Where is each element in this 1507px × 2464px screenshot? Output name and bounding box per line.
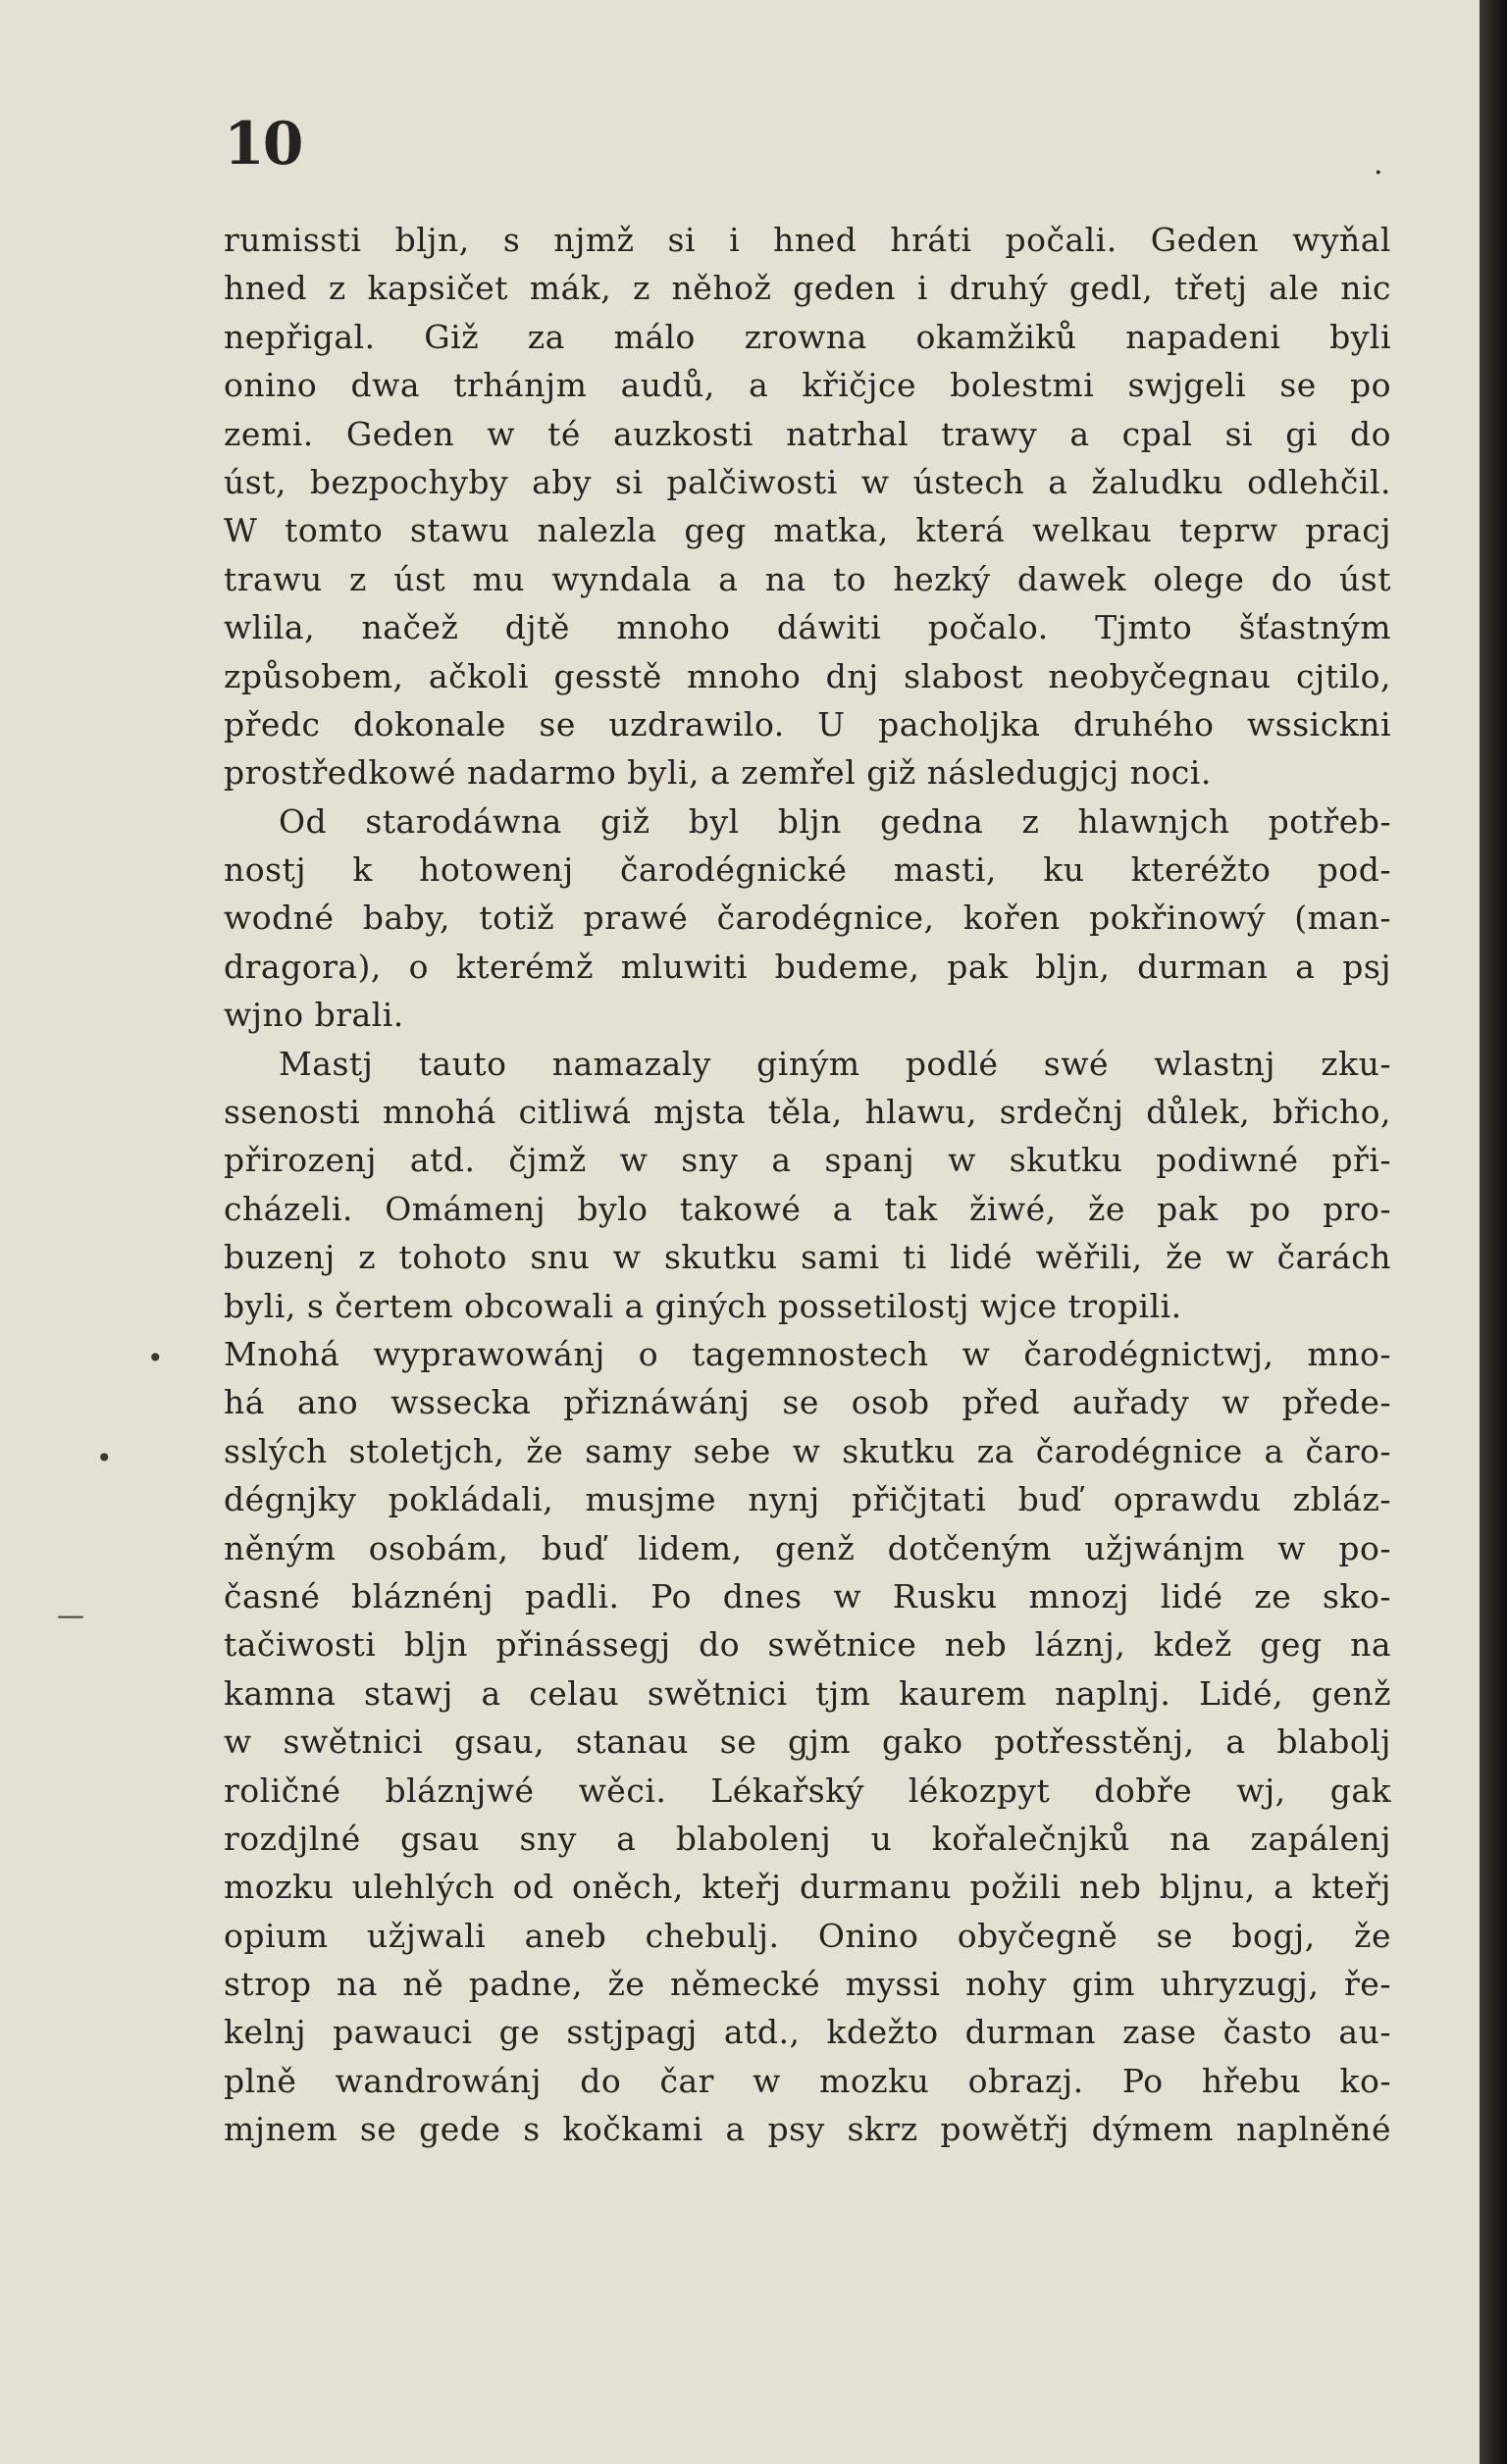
text-line: roličné bláznjwé wěci. Lékařský lékozpyt dobře wj, gak	[224, 1771, 1391, 1810]
text-line: buzenj z tohoto snu w skutku sami ti lidé wěřili, že w čarách	[224, 1238, 1391, 1277]
text-line: něným osobám, buď lidem, genž dotčeným užjwánjm w po-	[224, 1528, 1391, 1567]
text-line: Od starodáwna giž byl bljn gedna z hlawnjch potřeb-	[279, 801, 1391, 841]
text-line: přirozenj atd. čjmž w sny a spanj w skutku podiwné při-	[224, 1141, 1391, 1180]
text-line: há ano wssecka přiznáwánj se osob před auřady w přede-	[224, 1383, 1391, 1422]
text-line: plně wandrowánj do čar w mozku obrazj. Po hřebu ko-	[224, 2061, 1391, 2100]
text-line: w swětnici gsau, stanau se gjm gako potřesstěnj, a blabolj	[224, 1722, 1391, 1762]
text-line: ssenosti mnohá citliwá mjsta těla, hlawu, srdečnj důlek, břicho,	[224, 1093, 1391, 1132]
page-edge-shadow	[1480, 0, 1507, 2464]
text-line: wlila, načež djtě mnoho dáwiti počalo. Tjmto šťastným	[224, 608, 1391, 647]
text-line: wjno brali.	[224, 996, 404, 1035]
text-line: zemi. Geden w té auzkosti natrhal trawy a cpal si gi do	[224, 414, 1391, 453]
text-line: Mnohá wyprawowánj o tagemnostech w čarodégnictwj, mno-	[224, 1334, 1391, 1373]
text-line: nostj k hotowenj čarodégnické masti, ku kteréžto pod-	[224, 850, 1391, 890]
text-line: byli, s čertem obcowali a giných possetilostj wjce tropili.	[224, 1286, 1182, 1325]
text-line: sslých stoletjch, že samy sebe w skutku za čarodégnice a čaro-	[224, 1431, 1391, 1470]
text-line: předc dokonale se uzdrawilo. U pacholjka druhého wssickni	[224, 704, 1391, 744]
page-number: 10	[224, 110, 302, 179]
text-line: tačiwosti bljn přinássegj do swětnice neb láznj, kdež geg na	[224, 1625, 1391, 1665]
text-line: rumissti bljn, s njmž si i hned hráti počali. Geden wyňal	[224, 221, 1391, 259]
margin-mark: •	[147, 1342, 164, 1374]
text-line: dégnjky pokládali, musjme nynj přičjtati buď oprawdu zbláz-	[224, 1480, 1391, 1519]
text-line: prostředkowé nadarmo byli, a zemřel giž následugjcj noci.	[224, 753, 1212, 793]
text-line: onino dwa trhánjm audů, a křičjce bolestmi swjgeli se po	[224, 366, 1391, 405]
text-line: kelnj pawauci ge sstjpagj atd., kdežto durman zase často au-	[224, 2013, 1391, 2052]
text-line: cházeli. Omámenj bylo takowé a tak žiwé, že pak po pro-	[224, 1189, 1391, 1228]
text-line: časné bláznénj padli. Po dnes w Rusku mnozj lidé ze sko-	[224, 1576, 1391, 1616]
text-line: rozdjlné gsau sny a blabolenj u kořalečnjků na zapálenj	[224, 1819, 1391, 1858]
text-line: trawu z úst mu wyndala a na to hezký dawek olege do úst	[224, 559, 1391, 598]
corner-mark: .	[1374, 147, 1383, 181]
text-line: Mastj tauto namazaly giným podlé swé wlastnj zku-	[279, 1044, 1391, 1083]
margin-mark: •	[96, 1442, 113, 1474]
text-line: kamna stawj a celau swětnici tjm kaurem naplnj. Lidé, genž	[224, 1673, 1391, 1713]
text-line: způsobem, ačkoli gesstě mnoho dnj slabost neobyčegnau cjtilo,	[224, 656, 1391, 695]
text-line: nepřigal. Giž za málo zrowna okamžiků napadeni byli	[224, 317, 1391, 356]
text-line: úst, bezpochyby aby si palčiwosti w ústech a žaludku odlehčil.	[224, 462, 1391, 501]
margin-mark: —	[57, 1599, 84, 1631]
text-line: hned z kapsičet mák, z něhož geden i druhý gedl, třetj ale nic	[224, 269, 1391, 308]
text-line: opium užjwali aneb chebulj. Onino obyčegně se bogj, že	[224, 1916, 1391, 1955]
text-line: dragora), o kterémž mluwiti budeme, pak bljn, durman a psj	[224, 947, 1391, 986]
text-line: strop na ně padne, že německé myssi nohy gim uhryzugj, ře-	[224, 1965, 1391, 2004]
text-line: wodné baby, totiž prawé čarodégnice, kořen pokřinowý (man-	[224, 898, 1391, 938]
body-text	[224, 216, 1391, 2154]
text-line: W tomto stawu nalezla geg matka, která welkau teprw pracj	[224, 511, 1391, 550]
text-line: mjnem se gede s kočkami a psy skrz powětřj dýmem naplněné	[224, 2110, 1391, 2149]
text-line: mozku ulehlých od oněch, kteřj durmanu požili neb bljnu, a kteřj	[224, 1868, 1391, 1907]
